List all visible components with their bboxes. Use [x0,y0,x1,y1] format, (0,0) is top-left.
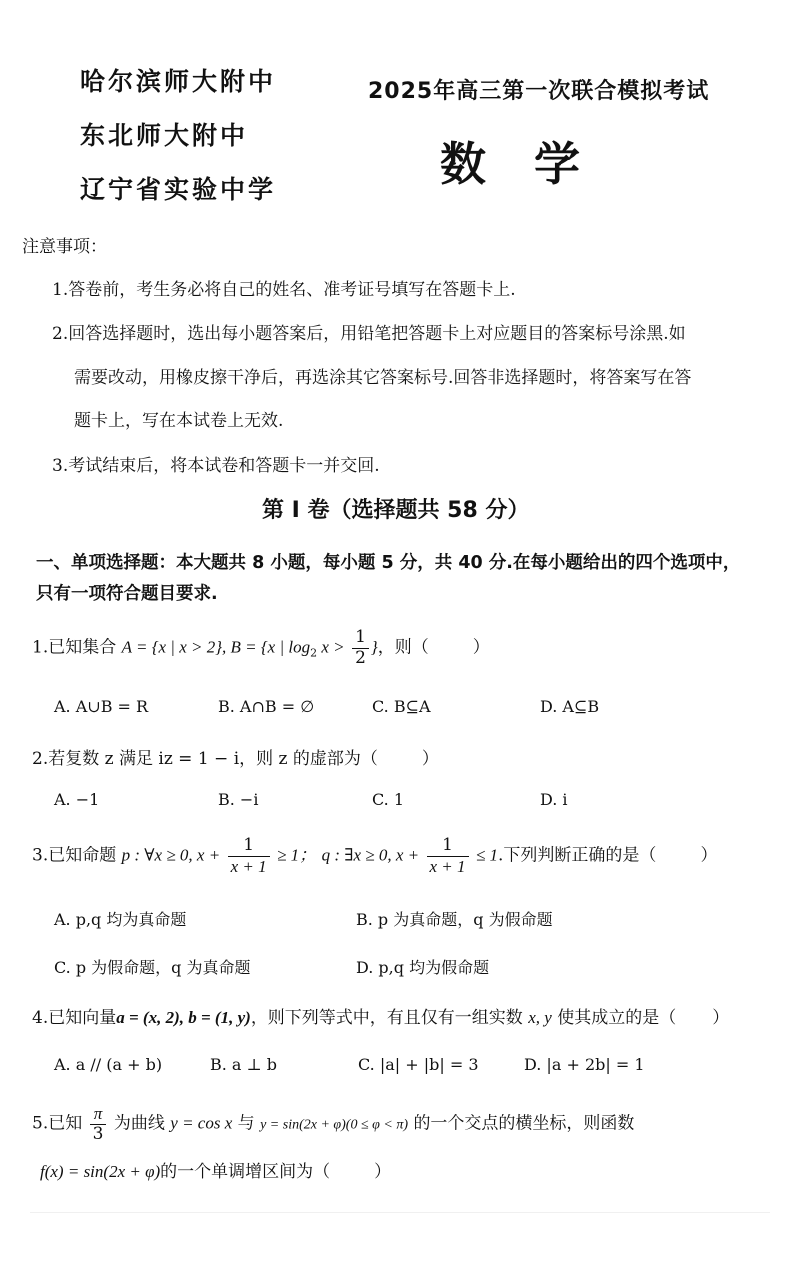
q4-end: ） [712,1008,730,1028]
q3-frac-den-p: x + 1 [230,856,267,876]
q1-option-c: C. B⊆A [372,697,431,716]
q1-prefix: 1.已知集合 [32,637,117,658]
q3-prefix: 3.已知命题 [32,845,117,866]
q3-fraction-p [228,836,270,876]
question-2 [32,744,439,769]
q1-set-a: A = {x | x > 2}, B = {x | log [121,637,311,657]
q1-end: ） [472,637,490,658]
q3-suffix: .下列判断正确的是（ [498,845,657,866]
q4-option-b: B. a ⊥ b [210,1055,277,1074]
q1-suffix: ，则（ [377,637,429,658]
q3-end: ） [700,845,718,866]
q2-option-a: A. −1 [54,790,100,809]
q3-frac-den-q: x + 1 [429,856,466,876]
notice-item-3: 3.考试结束后，将本试卷和答题卡一并交回. [52,456,380,476]
q3-frac-num-p: 1 [228,836,270,857]
q4-text-c: 使其成立的是（ [557,1008,677,1028]
q2-end: ） [421,749,439,769]
q5-end: ） [374,1162,392,1182]
q1-set-b: x > [317,637,345,657]
q5-prefix: 5.已知 [32,1113,83,1134]
volume-title: 第 I 卷（选择题共 58 分） [262,498,530,523]
q4-option-d: D. |a + 2b| = 1 [524,1055,645,1074]
q1-frac-den: 2 [355,647,366,668]
q2-option-c: C. 1 [372,790,405,809]
q1-fraction [352,628,369,668]
notice-item-2-cont: 需要改动，用橡皮擦干净后，再选涂其它答案标号.回答非选择题时，将答案写在答 [74,368,692,388]
q5-frac-num: π [90,1104,107,1125]
q3-p-tail: ≥ 1； [277,845,317,865]
q3-option-b: B. p 为真命题，q 为假命题 [356,910,553,929]
q5-curve2: y = sin(2x + φ)(0 ≤ φ < π) [260,1117,409,1133]
school-name-1: 哈尔滨师大附中 [80,67,277,96]
section-heading: 一、单项选择题：本大题共 8 小题，每小题 5 分，共 40 分.在每小题给出的四个选项中， [36,553,741,573]
q5-fraction [90,1104,107,1144]
q4-text-b: ，则下列等式中，有且仅有一组实数 [250,1008,523,1028]
question-1 [32,628,490,668]
q3-fraction-q [427,836,469,876]
q2-option-d: D. i [540,790,568,809]
q3-p-part: p : ∀x ≥ 0, x + [121,845,221,865]
q3-frac-num-q: 1 [427,836,469,857]
q3-option-a: A. p,q 均为真命题 [54,910,187,929]
q4-option-c: C. |a| + |b| = 3 [358,1055,479,1074]
exam-title: 2025年高三第一次联合模拟考试 [368,79,710,104]
notice-item-1: 1.答卷前，考生务必将自己的姓名、准考证号填写在答题卡上. [52,280,516,300]
question-5-cont [40,1157,391,1182]
q5-mid1: 为曲线 [113,1113,165,1134]
q4-vectors: a = (x, 2), b = (1, y) [116,1008,251,1027]
q5-line2-suffix: 的一个单调增区间为（ [160,1162,331,1182]
q5-func: f(x) = sin(2x + φ) [40,1162,161,1181]
question-5 [32,1104,634,1144]
q2-text: 2.若复数 z 满足 iz = 1 − i，则 z 的虚部为（ [32,749,378,769]
q3-q-tail: ≤ 1 [475,845,499,865]
q3-option-c: C. p 为假命题，q 为真命题 [54,958,251,977]
notice-item-2-end: 题卡上，写在本试卷上无效. [74,411,284,431]
q5-mid3: 的一个交点的横坐标，则函数 [413,1113,635,1134]
q4-option-a: A. a // (a + b) [54,1055,163,1074]
q1-option-b: B. A∩B = ∅ [218,697,315,716]
notice-item-2: 2.回答选择题时，选出每小题答案后，用铅笔把答题卡上对应题目的答案标号涂黑.如 [52,324,686,344]
q1-option-d: D. A⊆B [540,697,600,716]
q4-vars: x, y [528,1008,552,1027]
section-heading-cont: 只有一项符合题目要求. [36,584,218,604]
q2-option-b: B. −i [218,790,259,809]
q5-mid2: 与 [237,1113,255,1134]
subject-title: 数学 [440,137,628,191]
school-name-2: 东北师大附中 [80,121,249,150]
q3-q-part: q : ∃x ≥ 0, x + [321,845,420,865]
school-name-3: 辽宁省实验中学 [80,175,277,204]
q1-log-base: 2 [310,646,318,660]
question-4 [32,1003,729,1028]
q1-option-a: A. A∪B = R [54,697,149,716]
page-bottom-divider [30,1212,770,1213]
q1-close: } [370,637,378,657]
q1-frac-num: 1 [352,628,369,649]
q3-option-d: D. p,q 均为假命题 [356,958,490,977]
q5-curve1: y = cos x [170,1113,233,1133]
notice-heading: 注意事项： [22,237,107,257]
question-3 [32,836,717,876]
q5-frac-den: 3 [92,1123,104,1144]
q4-text-a: 4.已知向量 [32,1008,117,1028]
